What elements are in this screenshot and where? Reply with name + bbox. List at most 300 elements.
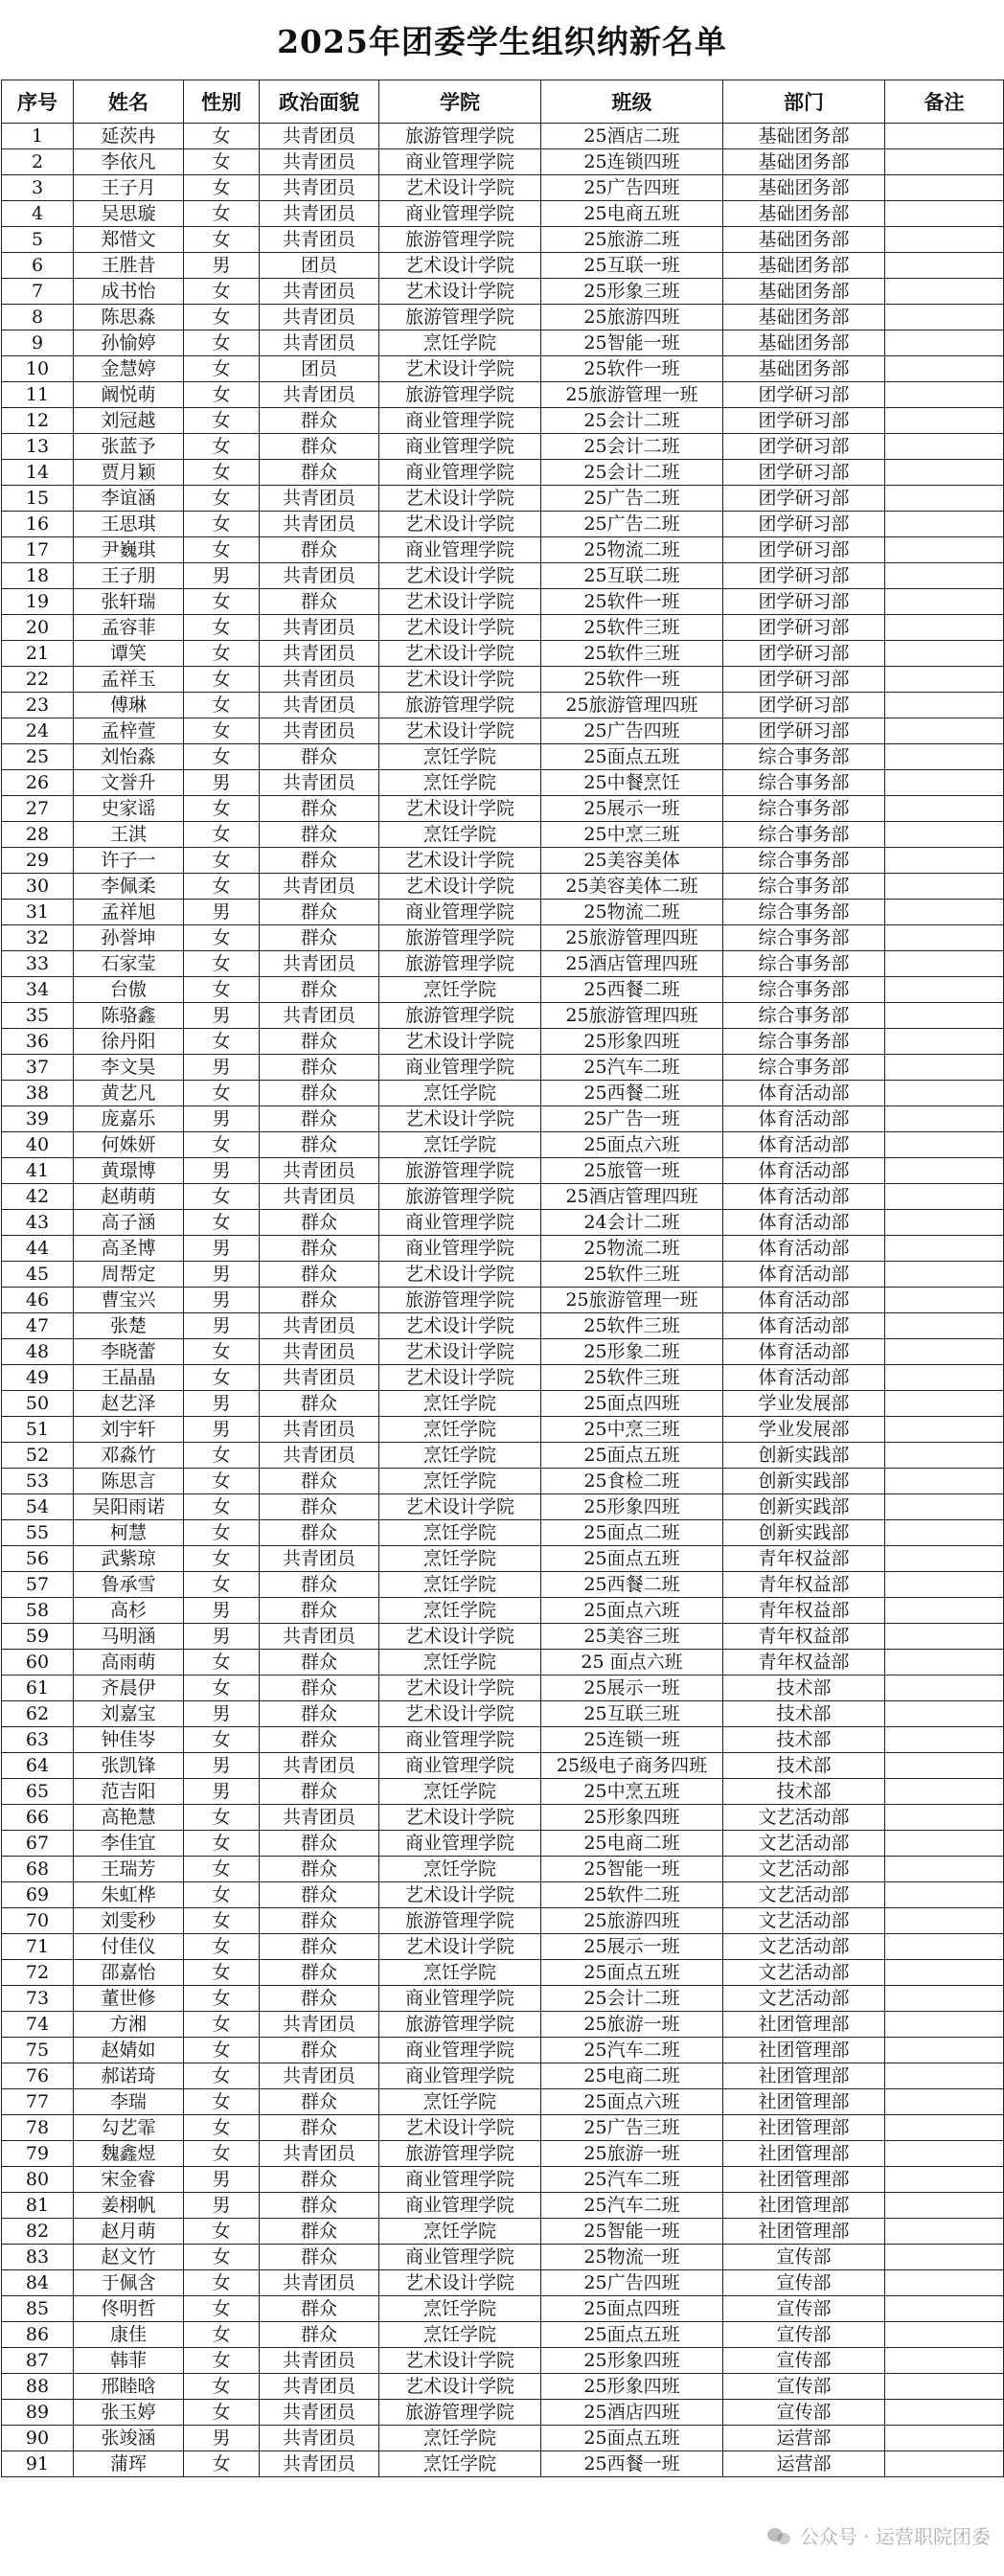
cell-political-status: 共青团员 (260, 951, 379, 977)
cell-remarks (885, 2348, 1004, 2374)
cell-gender: 男 (184, 1624, 260, 1650)
cell-department: 运营部 (723, 2426, 885, 2451)
table-row (2, 744, 1004, 770)
cell-college: 商业管理学院 (379, 2245, 541, 2270)
cell-index: 48 (2, 1339, 74, 1365)
table-row (2, 175, 1004, 201)
cell-gender: 女 (184, 1210, 260, 1236)
cell-class: 25软件三班 (541, 1365, 723, 1391)
table-row (2, 1598, 1004, 1624)
cell-index: 41 (2, 1158, 74, 1184)
cell-name: 贾月颖 (74, 460, 184, 486)
cell-name: 李瑞 (74, 2089, 184, 2115)
cell-name: 谭笑 (74, 641, 184, 667)
cell-index: 83 (2, 2245, 74, 2270)
cell-class: 25美容美体 (541, 848, 723, 874)
table-row (2, 693, 1004, 718)
table-row (2, 1494, 1004, 1520)
cell-department: 综合事务部 (723, 977, 885, 1003)
cell-name: 陈思言 (74, 1469, 184, 1494)
cell-college: 商业管理学院 (379, 900, 541, 925)
cell-gender: 女 (184, 822, 260, 848)
cell-political-status: 群众 (260, 1236, 379, 1262)
cell-class: 25食检二班 (541, 1469, 723, 1494)
cell-political-status: 共青团员 (260, 1546, 379, 1572)
table-row (2, 1805, 1004, 1831)
cell-name: 付佳仪 (74, 1934, 184, 1960)
cell-remarks (885, 2296, 1004, 2322)
cell-name: 陈骆鑫 (74, 1003, 184, 1029)
cell-name: 佟明哲 (74, 2296, 184, 2322)
cell-name: 齐晨伊 (74, 1676, 184, 1701)
table-row (2, 382, 1004, 408)
cell-department: 宣传部 (723, 2296, 885, 2322)
cell-political-status: 群众 (260, 1055, 379, 1081)
cell-department: 社团管理部 (723, 2219, 885, 2245)
cell-gender: 女 (184, 2451, 260, 2477)
cell-class: 25广告二班 (541, 512, 723, 537)
cell-remarks (885, 1805, 1004, 1831)
cell-index: 17 (2, 537, 74, 563)
cell-college: 艺术设计学院 (379, 1676, 541, 1701)
cell-college: 烹饪学院 (379, 1520, 541, 1546)
cell-remarks (885, 2141, 1004, 2167)
cell-remarks (885, 1158, 1004, 1184)
cell-department: 技术部 (723, 1701, 885, 1727)
cell-department: 综合事务部 (723, 1029, 885, 1055)
table-row (2, 2193, 1004, 2219)
cell-gender: 女 (184, 1727, 260, 1753)
cell-political-status: 群众 (260, 1081, 379, 1106)
cell-college: 烹饪学院 (379, 2322, 541, 2348)
cell-college: 烹饪学院 (379, 2219, 541, 2245)
cell-class: 25汽车二班 (541, 1055, 723, 1081)
cell-index: 91 (2, 2451, 74, 2477)
cell-gender: 女 (184, 382, 260, 408)
cell-college: 烹饪学院 (379, 331, 541, 356)
cell-department: 青年权益部 (723, 1650, 885, 1676)
table-row (2, 2270, 1004, 2296)
cell-college: 旅游管理学院 (379, 227, 541, 253)
cell-department: 体育活动部 (723, 1365, 885, 1391)
cell-college: 旅游管理学院 (379, 124, 541, 149)
cell-department: 宣传部 (723, 2245, 885, 2270)
cell-college: 商业管理学院 (379, 434, 541, 460)
cell-index: 29 (2, 848, 74, 874)
cell-department: 文艺活动部 (723, 1831, 885, 1857)
cell-class: 25旅游管理四班 (541, 693, 723, 718)
cell-political-status: 共青团员 (260, 331, 379, 356)
cell-index: 68 (2, 1857, 74, 1882)
cell-department: 综合事务部 (723, 796, 885, 822)
cell-index: 52 (2, 1443, 74, 1469)
cell-college: 烹饪学院 (379, 1857, 541, 1882)
cell-index: 33 (2, 951, 74, 977)
cell-gender: 女 (184, 2115, 260, 2141)
cell-name: 高杉 (74, 1598, 184, 1624)
cell-political-status: 群众 (260, 1676, 379, 1701)
cell-class: 25级电子商务四班 (541, 1753, 723, 1779)
cell-remarks (885, 2063, 1004, 2089)
cell-gender: 女 (184, 2063, 260, 2089)
cell-name: 康佳 (74, 2322, 184, 2348)
table-row (2, 1132, 1004, 1158)
cell-department: 宣传部 (723, 2270, 885, 2296)
cell-remarks (885, 2012, 1004, 2038)
cell-name: 王思琪 (74, 512, 184, 537)
cell-index: 80 (2, 2167, 74, 2193)
cell-remarks (885, 331, 1004, 356)
cell-gender: 女 (184, 2348, 260, 2374)
cell-remarks (885, 1986, 1004, 2012)
table-row (2, 227, 1004, 253)
cell-department: 体育活动部 (723, 1184, 885, 1210)
cell-name: 张玉婷 (74, 2400, 184, 2426)
cell-college: 商业管理学院 (379, 1986, 541, 2012)
cell-name: 文誉升 (74, 770, 184, 796)
cell-gender: 女 (184, 149, 260, 175)
cell-class: 25电商二班 (541, 1831, 723, 1857)
cell-index: 88 (2, 2374, 74, 2400)
cell-index: 15 (2, 486, 74, 512)
cell-index: 35 (2, 1003, 74, 1029)
cell-political-status: 共青团员 (260, 2012, 379, 2038)
cell-political-status: 共青团员 (260, 201, 379, 227)
cell-college: 商业管理学院 (379, 1753, 541, 1779)
cell-college: 艺术设计学院 (379, 1313, 541, 1339)
cell-name: 鲁承雪 (74, 1572, 184, 1598)
cell-class: 25软件一班 (541, 589, 723, 615)
table-row (2, 434, 1004, 460)
cell-college: 艺术设计学院 (379, 615, 541, 641)
cell-political-status: 群众 (260, 1494, 379, 1520)
cell-remarks (885, 1132, 1004, 1158)
cell-department: 基础团务部 (723, 149, 885, 175)
table-row (2, 563, 1004, 589)
cell-remarks (885, 2115, 1004, 2141)
cell-college: 商业管理学院 (379, 1210, 541, 1236)
cell-class: 25面点五班 (541, 744, 723, 770)
cell-gender: 女 (184, 331, 260, 356)
cell-index: 16 (2, 512, 74, 537)
cell-class: 25美容美体二班 (541, 874, 723, 900)
cell-college: 烹饪学院 (379, 1391, 541, 1417)
cell-political-status: 群众 (260, 2296, 379, 2322)
cell-gender: 男 (184, 2193, 260, 2219)
cell-department: 社团管理部 (723, 2063, 885, 2089)
cell-index: 56 (2, 1546, 74, 1572)
cell-index: 71 (2, 1934, 74, 1960)
cell-department: 文艺活动部 (723, 1960, 885, 1986)
cell-college: 艺术设计学院 (379, 2115, 541, 2141)
cell-name: 张轩瑞 (74, 589, 184, 615)
cell-class: 25智能一班 (541, 331, 723, 356)
cell-name: 于佩含 (74, 2270, 184, 2296)
cell-gender: 男 (184, 1055, 260, 1081)
table-row (2, 641, 1004, 667)
cell-remarks (885, 512, 1004, 537)
cell-class: 25展示一班 (541, 796, 723, 822)
table-row (2, 1469, 1004, 1494)
table-row (2, 822, 1004, 848)
cell-class: 25酒店管理四班 (541, 951, 723, 977)
cell-name: 赵月萌 (74, 2219, 184, 2245)
cell-name: 高雨萌 (74, 1650, 184, 1676)
cell-gender: 女 (184, 1650, 260, 1676)
cell-remarks (885, 175, 1004, 201)
cell-class: 25旅游四班 (541, 1908, 723, 1934)
cell-department: 体育活动部 (723, 1262, 885, 1288)
cell-class: 24会计二班 (541, 1210, 723, 1236)
cell-college: 旅游管理学院 (379, 2012, 541, 2038)
table-row (2, 1882, 1004, 1908)
cell-college: 烹饪学院 (379, 1469, 541, 1494)
cell-index: 8 (2, 305, 74, 331)
cell-political-status: 群众 (260, 1288, 379, 1313)
cell-name: 曹宝兴 (74, 1288, 184, 1313)
cell-index: 70 (2, 1908, 74, 1934)
cell-gender: 男 (184, 2167, 260, 2193)
cell-political-status: 群众 (260, 1210, 379, 1236)
cell-class: 25西餐二班 (541, 1081, 723, 1106)
cell-political-status: 群众 (260, 2089, 379, 2115)
cell-college: 商业管理学院 (379, 201, 541, 227)
table-row (2, 1831, 1004, 1857)
cell-name: 方湘 (74, 2012, 184, 2038)
cell-political-status: 共青团员 (260, 175, 379, 201)
cell-political-status: 共青团员 (260, 615, 379, 641)
table-row (2, 356, 1004, 382)
cell-college: 烹饪学院 (379, 977, 541, 1003)
cell-index: 89 (2, 2400, 74, 2426)
cell-index: 58 (2, 1598, 74, 1624)
cell-name: 李依凡 (74, 149, 184, 175)
cell-political-status: 共青团员 (260, 1805, 379, 1831)
cell-political-status: 共青团员 (260, 770, 379, 796)
cell-index: 78 (2, 2115, 74, 2141)
cell-political-status: 共青团员 (260, 2270, 379, 2296)
cell-remarks (885, 1753, 1004, 1779)
cell-department: 体育活动部 (723, 1106, 885, 1132)
cell-remarks (885, 848, 1004, 874)
cell-department: 综合事务部 (723, 951, 885, 977)
cell-name: 周帮定 (74, 1262, 184, 1288)
cell-index: 81 (2, 2193, 74, 2219)
cell-gender: 女 (184, 1882, 260, 1908)
cell-department: 团学研习部 (723, 382, 885, 408)
cell-political-status: 群众 (260, 1882, 379, 1908)
cell-department: 团学研习部 (723, 434, 885, 460)
cell-class: 25西餐一班 (541, 2451, 723, 2477)
cell-name: 王淇 (74, 822, 184, 848)
cell-remarks (885, 1081, 1004, 1106)
cell-name: 高艳慧 (74, 1805, 184, 1831)
cell-department: 团学研习部 (723, 460, 885, 486)
cell-remarks (885, 1934, 1004, 1960)
cell-remarks (885, 1572, 1004, 1598)
cell-political-status: 群众 (260, 1934, 379, 1960)
table-row (2, 1391, 1004, 1417)
cell-class: 25面点五班 (541, 1443, 723, 1469)
cell-department: 综合事务部 (723, 1055, 885, 1081)
cell-remarks (885, 1106, 1004, 1132)
cell-name: 郝诺琦 (74, 2063, 184, 2089)
cell-department: 文艺活动部 (723, 1986, 885, 2012)
cell-gender: 男 (184, 900, 260, 925)
cell-college: 艺术设计学院 (379, 641, 541, 667)
cell-college: 艺术设计学院 (379, 563, 541, 589)
cell-college: 旅游管理学院 (379, 382, 541, 408)
cell-college: 艺术设计学院 (379, 486, 541, 512)
cell-college: 艺术设计学院 (379, 1624, 541, 1650)
cell-department: 创新实践部 (723, 1443, 885, 1469)
cell-college: 烹饪学院 (379, 2426, 541, 2451)
table-row (2, 1779, 1004, 1805)
cell-college: 艺术设计学院 (379, 796, 541, 822)
cell-department: 青年权益部 (723, 1624, 885, 1650)
cell-index: 43 (2, 1210, 74, 1236)
cell-college: 艺术设计学院 (379, 1029, 541, 1055)
cell-department: 综合事务部 (723, 744, 885, 770)
cell-class: 25广告四班 (541, 718, 723, 744)
cell-index: 47 (2, 1313, 74, 1339)
cell-class: 25形象二班 (541, 1339, 723, 1365)
table-row (2, 1960, 1004, 1986)
cell-class: 25西餐二班 (541, 1572, 723, 1598)
cell-political-status: 团员 (260, 253, 379, 279)
cell-college: 旅游管理学院 (379, 1908, 541, 1934)
cell-political-status: 共青团员 (260, 641, 379, 667)
cell-index: 22 (2, 667, 74, 693)
cell-remarks (885, 279, 1004, 305)
table-row (2, 2219, 1004, 2245)
cell-index: 86 (2, 2322, 74, 2348)
cell-class: 25智能一班 (541, 2219, 723, 2245)
cell-gender: 女 (184, 175, 260, 201)
cell-department: 技术部 (723, 1676, 885, 1701)
cell-political-status: 群众 (260, 1908, 379, 1934)
cell-index: 63 (2, 1727, 74, 1753)
cell-name: 李晓蕾 (74, 1339, 184, 1365)
cell-gender: 男 (184, 1779, 260, 1805)
table-row (2, 2322, 1004, 2348)
cell-remarks (885, 2374, 1004, 2400)
cell-index: 60 (2, 1650, 74, 1676)
cell-name: 赵文竹 (74, 2245, 184, 2270)
cell-remarks (885, 1055, 1004, 1081)
cell-department: 体育活动部 (723, 1236, 885, 1262)
cell-gender: 女 (184, 589, 260, 615)
table-row (2, 331, 1004, 356)
cell-class: 25形象四班 (541, 2374, 723, 2400)
cell-department: 团学研习部 (723, 718, 885, 744)
cell-department: 青年权益部 (723, 1598, 885, 1624)
cell-name: 赵婧如 (74, 2038, 184, 2063)
cell-name: 孟祥旭 (74, 900, 184, 925)
table-row (2, 667, 1004, 693)
cell-class: 25面点四班 (541, 2296, 723, 2322)
cell-gender: 男 (184, 1288, 260, 1313)
table-row (2, 1546, 1004, 1572)
cell-department: 综合事务部 (723, 1003, 885, 1029)
cell-index: 57 (2, 1572, 74, 1598)
cell-department: 基础团务部 (723, 201, 885, 227)
cell-remarks (885, 305, 1004, 331)
cell-index: 44 (2, 1236, 74, 1262)
table-row (2, 124, 1004, 149)
cell-index: 27 (2, 796, 74, 822)
cell-college: 烹饪学院 (379, 1443, 541, 1469)
cell-college: 艺术设计学院 (379, 848, 541, 874)
cell-class: 25会计二班 (541, 408, 723, 434)
cell-gender: 女 (184, 1339, 260, 1365)
cell-political-status: 共青团员 (260, 2400, 379, 2426)
cell-political-status: 群众 (260, 1469, 379, 1494)
cell-class: 25软件三班 (541, 641, 723, 667)
cell-index: 38 (2, 1081, 74, 1106)
cell-index: 18 (2, 563, 74, 589)
cell-remarks (885, 2270, 1004, 2296)
cell-index: 74 (2, 2012, 74, 2038)
cell-department: 青年权益部 (723, 1572, 885, 1598)
cell-gender: 女 (184, 1365, 260, 1391)
cell-gender: 女 (184, 667, 260, 693)
cell-name: 邓淼竹 (74, 1443, 184, 1469)
cell-political-status: 共青团员 (260, 149, 379, 175)
cell-political-status: 群众 (260, 2322, 379, 2348)
cell-department: 宣传部 (723, 2374, 885, 2400)
cell-name: 高子涵 (74, 1210, 184, 1236)
cell-college: 旅游管理学院 (379, 951, 541, 977)
cell-remarks (885, 1210, 1004, 1236)
cell-department: 团学研习部 (723, 408, 885, 434)
cell-class: 25会计二班 (541, 460, 723, 486)
table-row (2, 253, 1004, 279)
cell-department: 社团管理部 (723, 2012, 885, 2038)
cell-political-status: 群众 (260, 2193, 379, 2219)
cell-department: 体育活动部 (723, 1339, 885, 1365)
cell-name: 张凯锋 (74, 1753, 184, 1779)
cell-gender: 女 (184, 1546, 260, 1572)
cell-political-status: 群众 (260, 1986, 379, 2012)
cell-political-status: 群众 (260, 1391, 379, 1417)
cell-name: 李佩柔 (74, 874, 184, 900)
cell-college: 烹饪学院 (379, 770, 541, 796)
cell-gender: 女 (184, 1986, 260, 2012)
cell-gender: 女 (184, 1081, 260, 1106)
cell-index: 5 (2, 227, 74, 253)
cell-department: 社团管理部 (723, 2193, 885, 2219)
cell-name: 马明涵 (74, 1624, 184, 1650)
cell-remarks (885, 1831, 1004, 1857)
cell-remarks (885, 227, 1004, 253)
header-political-status: 政治面貌 (260, 80, 379, 124)
cell-department: 基础团务部 (723, 227, 885, 253)
cell-name: 勾艺霏 (74, 2115, 184, 2141)
cell-department: 文艺活动部 (723, 1805, 885, 1831)
cell-political-status: 群众 (260, 822, 379, 848)
cell-political-status: 共青团员 (260, 382, 379, 408)
cell-gender: 男 (184, 770, 260, 796)
table-row (2, 1288, 1004, 1313)
cell-remarks (885, 977, 1004, 1003)
cell-gender: 女 (184, 2245, 260, 2270)
cell-class: 25旅游一班 (541, 2141, 723, 2167)
cell-remarks (885, 460, 1004, 486)
cell-name: 李谊涵 (74, 486, 184, 512)
table-row (2, 977, 1004, 1003)
cell-department: 团学研习部 (723, 486, 885, 512)
